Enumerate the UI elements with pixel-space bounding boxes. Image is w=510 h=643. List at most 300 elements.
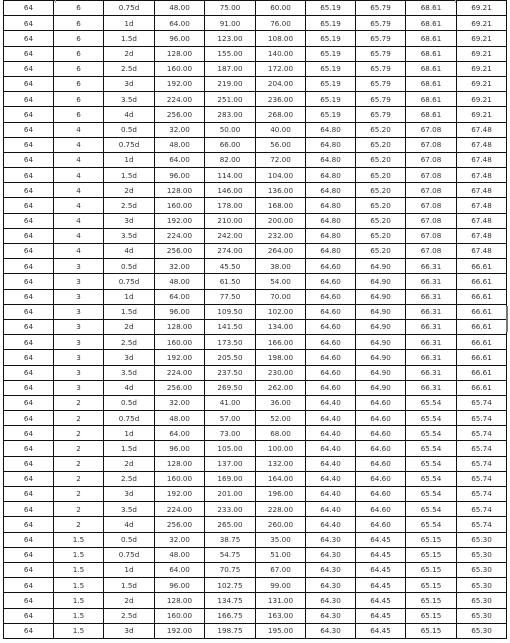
- table-cell: 64: [4, 152, 54, 167]
- table-cell: 64: [4, 456, 54, 471]
- table-cell: 66.31: [406, 259, 457, 274]
- table-cell: 64.00: [155, 426, 205, 441]
- table-cell: 68.61: [406, 92, 457, 107]
- table-cell: 1.5: [54, 547, 104, 562]
- table-cell: 65.19: [306, 61, 356, 76]
- table-cell: 219.00: [205, 76, 256, 91]
- table-cell: 65.30: [457, 532, 507, 547]
- table-cell: 210.00: [205, 213, 256, 228]
- table-cell: 100.00: [256, 441, 306, 456]
- table-cell: 52.00: [256, 411, 306, 426]
- table-cell: 6: [54, 46, 104, 61]
- table-cell: 2d: [104, 183, 155, 198]
- table-cell: 2.5d: [104, 608, 155, 623]
- table-cell: 65.74: [457, 471, 507, 486]
- table-cell: 64: [4, 213, 54, 228]
- table-cell: 68.61: [406, 76, 457, 91]
- table-cell: 67.08: [406, 183, 457, 198]
- table-cell: 1.5d: [104, 304, 155, 319]
- table-cell: 65.79: [356, 61, 406, 76]
- table-cell: 105.00: [205, 441, 256, 456]
- table-cell: 68.61: [406, 107, 457, 122]
- table-cell: 65.30: [457, 608, 507, 623]
- table-cell: 61.50: [205, 274, 256, 289]
- table-cell: 64.80: [306, 168, 356, 183]
- table-cell: 0.5d: [104, 532, 155, 547]
- table-cell: 65.15: [406, 578, 457, 593]
- table-cell: 38.75: [205, 532, 256, 547]
- table-row: [4, 350, 507, 365]
- table-cell: 256.00: [155, 107, 205, 122]
- table-cell: 198.00: [256, 350, 306, 365]
- table-cell: 256.00: [155, 244, 205, 259]
- table-cell: 64.90: [356, 350, 406, 365]
- table-cell: 64.30: [306, 608, 356, 623]
- table-cell: 96.00: [155, 31, 205, 46]
- table-cell: 35.00: [256, 532, 306, 547]
- table-cell: 132.00: [256, 456, 306, 471]
- table-cell: 192.00: [155, 487, 205, 502]
- table-cell: 64: [4, 76, 54, 91]
- table-cell: 70.75: [205, 562, 256, 577]
- table-cell: 91.00: [205, 16, 256, 31]
- table-cell: 66.31: [406, 335, 457, 350]
- table-cell: 0.5d: [104, 395, 155, 410]
- table-cell: 131.00: [256, 593, 306, 608]
- table-cell: 65.54: [406, 441, 457, 456]
- table-cell: 65.79: [356, 76, 406, 91]
- table-cell: 57.00: [205, 411, 256, 426]
- table-cell: 224.00: [155, 502, 205, 517]
- table-cell: 65.30: [457, 623, 507, 638]
- table-cell: 65.15: [406, 623, 457, 638]
- table-cell: 64: [4, 16, 54, 31]
- table-cell: 64.90: [356, 259, 406, 274]
- table-cell: 68.61: [406, 61, 457, 76]
- table-cell: 64: [4, 46, 54, 61]
- column-tick: [55, 0, 56, 3]
- table-cell: 0.75d: [104, 137, 155, 152]
- table-cell: 40.00: [256, 122, 306, 137]
- table-cell: 3d: [104, 213, 155, 228]
- table-cell: 64.90: [356, 289, 406, 304]
- table-row: [4, 517, 507, 532]
- table-cell: 3: [54, 304, 104, 319]
- table-cell: 6: [54, 31, 104, 46]
- table-cell: 102.75: [205, 578, 256, 593]
- table-row: [4, 487, 507, 502]
- table-cell: 65.54: [406, 456, 457, 471]
- table-cell: 65.54: [406, 395, 457, 410]
- table-cell: 64: [4, 274, 54, 289]
- table-cell: 0.5d: [104, 259, 155, 274]
- table-cell: 65.19: [306, 31, 356, 46]
- table-cell: 3: [54, 289, 104, 304]
- table-cell: 224.00: [155, 228, 205, 243]
- table-cell: 102.00: [256, 304, 306, 319]
- table-cell: 36.00: [256, 395, 306, 410]
- table-cell: 64.80: [306, 122, 356, 137]
- table-cell: 60.00: [256, 1, 306, 16]
- table-cell: 67.48: [457, 168, 507, 183]
- table-cell: 0.75d: [104, 547, 155, 562]
- table-cell: 67.08: [406, 228, 457, 243]
- table-cell: 64.30: [306, 578, 356, 593]
- table-cell: 64.80: [306, 244, 356, 259]
- table-cell: 64.45: [356, 562, 406, 577]
- table-cell: 67.48: [457, 137, 507, 152]
- table-cell: 6: [54, 107, 104, 122]
- table-cell: 1.5: [54, 562, 104, 577]
- table-cell: 128.00: [155, 319, 205, 334]
- table-cell: 64: [4, 122, 54, 137]
- table-cell: 264.00: [256, 244, 306, 259]
- table-cell: 65.54: [406, 502, 457, 517]
- table-cell: 4d: [104, 517, 155, 532]
- table-cell: 0.75d: [104, 274, 155, 289]
- table-cell: 65.54: [406, 426, 457, 441]
- table-cell: 141.50: [205, 319, 256, 334]
- table-cell: 64.80: [306, 198, 356, 213]
- table-cell: 48.00: [155, 1, 205, 16]
- table-cell: 66.61: [457, 319, 507, 334]
- table-cell: 64: [4, 319, 54, 334]
- table-cell: 64.60: [306, 274, 356, 289]
- table-cell: 1.5: [54, 578, 104, 593]
- table-cell: 3d: [104, 623, 155, 638]
- table-row: [4, 593, 507, 608]
- table-cell: 65.74: [457, 502, 507, 517]
- table-cell: 196.00: [256, 487, 306, 502]
- table-cell: 172.00: [256, 61, 306, 76]
- table-cell: 146.00: [205, 183, 256, 198]
- table-cell: 0.5d: [104, 122, 155, 137]
- table-cell: 224.00: [155, 92, 205, 107]
- table-cell: 3: [54, 365, 104, 380]
- table-cell: 69.21: [457, 1, 507, 16]
- table-cell: 65.79: [356, 46, 406, 61]
- table-cell: 1.5: [54, 593, 104, 608]
- table-cell: 69.21: [457, 16, 507, 31]
- table-cell: 1.5: [54, 608, 104, 623]
- table-cell: 65.74: [457, 426, 507, 441]
- table-cell: 64.60: [356, 441, 406, 456]
- table-cell: 67.48: [457, 213, 507, 228]
- table-cell: 64: [4, 441, 54, 456]
- table-cell: 67.08: [406, 137, 457, 152]
- scroll-marker[interactable]: [506, 306, 508, 332]
- table-cell: 64.80: [306, 183, 356, 198]
- table-cell: 155.00: [205, 46, 256, 61]
- table-cell: 4d: [104, 380, 155, 395]
- table-cell: 69.21: [457, 92, 507, 107]
- table-cell: 75.00: [205, 1, 256, 16]
- table-row: [4, 456, 507, 471]
- table-row: [4, 562, 507, 577]
- table-cell: 228.00: [256, 502, 306, 517]
- table-cell: 64.40: [306, 517, 356, 532]
- table-cell: 65.74: [457, 487, 507, 502]
- table-cell: 164.00: [256, 471, 306, 486]
- table-cell: 4: [54, 168, 104, 183]
- table-cell: 66.61: [457, 350, 507, 365]
- table-cell: 41.00: [205, 395, 256, 410]
- table-cell: 64.40: [306, 395, 356, 410]
- table-cell: 64: [4, 532, 54, 547]
- table-cell: 2d: [104, 456, 155, 471]
- table-row: [4, 198, 507, 213]
- table-cell: 99.00: [256, 578, 306, 593]
- table-cell: 192.00: [155, 623, 205, 638]
- table-cell: 32.00: [155, 532, 205, 547]
- table-cell: 4: [54, 213, 104, 228]
- table-cell: 123.00: [205, 31, 256, 46]
- table-cell: 68.61: [406, 31, 457, 46]
- table-cell: 274.00: [205, 244, 256, 259]
- table-cell: 64: [4, 244, 54, 259]
- table-cell: 2d: [104, 319, 155, 334]
- table-cell: 64.45: [356, 608, 406, 623]
- table-cell: 4d: [104, 244, 155, 259]
- table-cell: 265.00: [205, 517, 256, 532]
- table-cell: 96.00: [155, 578, 205, 593]
- table-cell: 232.00: [256, 228, 306, 243]
- table-cell: 65.54: [406, 411, 457, 426]
- table-cell: 3: [54, 335, 104, 350]
- table-cell: 6: [54, 16, 104, 31]
- table-cell: 2: [54, 411, 104, 426]
- table-cell: 65.15: [406, 608, 457, 623]
- table-cell: 283.00: [205, 107, 256, 122]
- table-cell: 1d: [104, 562, 155, 577]
- table-cell: 64.45: [356, 578, 406, 593]
- table-cell: 65.79: [356, 92, 406, 107]
- table-cell: 64.60: [356, 456, 406, 471]
- table-cell: 64.90: [356, 380, 406, 395]
- table-cell: 64.60: [356, 426, 406, 441]
- table-cell: 64.45: [356, 547, 406, 562]
- table-cell: 65.30: [457, 562, 507, 577]
- table-row: [4, 61, 507, 76]
- table-cell: 2d: [104, 593, 155, 608]
- table-cell: 65.74: [457, 395, 507, 410]
- table-cell: 64: [4, 562, 54, 577]
- table-cell: 65.30: [457, 547, 507, 562]
- table-cell: 224.00: [155, 365, 205, 380]
- table-cell: 3: [54, 259, 104, 274]
- table-cell: 69.21: [457, 76, 507, 91]
- table-cell: 64.80: [306, 152, 356, 167]
- table-cell: 64.60: [306, 289, 356, 304]
- table-cell: 66.00: [205, 137, 256, 152]
- table-cell: 187.00: [205, 61, 256, 76]
- table-cell: 198.75: [205, 623, 256, 638]
- table-cell: 168.00: [256, 198, 306, 213]
- table-cell: 65.79: [356, 107, 406, 122]
- table-cell: 64: [4, 350, 54, 365]
- table-cell: 38.00: [256, 259, 306, 274]
- table-row: [4, 547, 507, 562]
- table-cell: 2: [54, 487, 104, 502]
- table-cell: 136.00: [256, 183, 306, 198]
- table-row: [4, 395, 507, 410]
- table-cell: 96.00: [155, 441, 205, 456]
- table-cell: 3.5d: [104, 228, 155, 243]
- table-cell: 64.00: [155, 289, 205, 304]
- table-cell: 64: [4, 92, 54, 107]
- table-row: [4, 122, 507, 137]
- table-cell: 4: [54, 183, 104, 198]
- table-cell: 6: [54, 92, 104, 107]
- table-cell: 67.48: [457, 244, 507, 259]
- table-cell: 173.50: [205, 335, 256, 350]
- table-cell: 262.00: [256, 380, 306, 395]
- table-cell: 65.74: [457, 456, 507, 471]
- table-cell: 192.00: [155, 213, 205, 228]
- table-cell: 2: [54, 395, 104, 410]
- table-cell: 48.00: [155, 411, 205, 426]
- table-row: [4, 183, 507, 198]
- table-cell: 54.00: [256, 274, 306, 289]
- table-cell: 69.21: [457, 46, 507, 61]
- table-row: [4, 335, 507, 350]
- table-cell: 64: [4, 365, 54, 380]
- table-cell: 65.15: [406, 532, 457, 547]
- table-cell: 3: [54, 350, 104, 365]
- table-cell: 200.00: [256, 213, 306, 228]
- table-cell: 204.00: [256, 76, 306, 91]
- table-cell: 6: [54, 76, 104, 91]
- table-cell: 64.60: [306, 335, 356, 350]
- table-cell: 65.54: [406, 471, 457, 486]
- table-cell: 64.60: [306, 259, 356, 274]
- table-cell: 64: [4, 183, 54, 198]
- table-cell: 1.5d: [104, 168, 155, 183]
- table-cell: 65.15: [406, 593, 457, 608]
- table-cell: 1d: [104, 426, 155, 441]
- table-cell: 67.48: [457, 198, 507, 213]
- table-cell: 64.30: [306, 562, 356, 577]
- table-cell: 108.00: [256, 31, 306, 46]
- table-cell: 68.00: [256, 426, 306, 441]
- table-cell: 67.48: [457, 183, 507, 198]
- table-row: [4, 274, 507, 289]
- table-cell: 4d: [104, 107, 155, 122]
- table-cell: 0.75d: [104, 411, 155, 426]
- table-cell: 67.48: [457, 152, 507, 167]
- table-cell: 65.15: [406, 547, 457, 562]
- table-cell: 48.00: [155, 547, 205, 562]
- table-cell: 64.60: [306, 380, 356, 395]
- table-row: [4, 502, 507, 517]
- table-cell: 104.00: [256, 168, 306, 183]
- table-cell: 67.08: [406, 122, 457, 137]
- table-cell: 160.00: [155, 61, 205, 76]
- table-cell: 237.50: [205, 365, 256, 380]
- table-cell: 66.61: [457, 274, 507, 289]
- table-cell: 3.5d: [104, 502, 155, 517]
- table-cell: 77.50: [205, 289, 256, 304]
- table-cell: 251.00: [205, 92, 256, 107]
- table-cell: 64: [4, 1, 54, 16]
- table-cell: 128.00: [155, 593, 205, 608]
- table-cell: 65.54: [406, 487, 457, 502]
- table-cell: 2.5d: [104, 335, 155, 350]
- table-cell: 64.30: [306, 532, 356, 547]
- table-row: [4, 623, 507, 638]
- table-row: [4, 244, 507, 259]
- table-row: [4, 532, 507, 547]
- table-cell: 2: [54, 426, 104, 441]
- table-cell: 64: [4, 380, 54, 395]
- table-row: [4, 46, 507, 61]
- table-cell: 64: [4, 304, 54, 319]
- table-cell: 3: [54, 319, 104, 334]
- table-cell: 65.79: [356, 16, 406, 31]
- table-cell: 163.00: [256, 608, 306, 623]
- table-cell: 134.00: [256, 319, 306, 334]
- table-cell: 65.20: [356, 137, 406, 152]
- table-cell: 192.00: [155, 350, 205, 365]
- table-row: [4, 319, 507, 334]
- table-cell: 160.00: [155, 471, 205, 486]
- table-cell: 64: [4, 426, 54, 441]
- table-row: [4, 304, 507, 319]
- table-cell: 64.40: [306, 471, 356, 486]
- table-row: [4, 213, 507, 228]
- table-cell: 68.61: [406, 46, 457, 61]
- table-cell: 65.54: [406, 517, 457, 532]
- table-cell: 1d: [104, 289, 155, 304]
- table-cell: 64: [4, 259, 54, 274]
- table-cell: 201.00: [205, 487, 256, 502]
- table-row: [4, 137, 507, 152]
- table-cell: 242.00: [205, 228, 256, 243]
- table-row: [4, 168, 507, 183]
- table-cell: 128.00: [155, 46, 205, 61]
- table-cell: 64.00: [155, 562, 205, 577]
- table-cell: 169.00: [205, 471, 256, 486]
- table-cell: 64.45: [356, 532, 406, 547]
- table-cell: 96.00: [155, 168, 205, 183]
- table-cell: 4: [54, 152, 104, 167]
- table-cell: 64.60: [306, 365, 356, 380]
- table-cell: 64: [4, 517, 54, 532]
- table-row: [4, 259, 507, 274]
- table-cell: 50.00: [205, 122, 256, 137]
- table-cell: 64.60: [306, 304, 356, 319]
- table-cell: 268.00: [256, 107, 306, 122]
- table-cell: 65.74: [457, 441, 507, 456]
- table-cell: 69.21: [457, 107, 507, 122]
- table-cell: 67.08: [406, 244, 457, 259]
- table-cell: 3.5d: [104, 365, 155, 380]
- table-cell: 6: [54, 1, 104, 16]
- table-cell: 65.20: [356, 244, 406, 259]
- table-cell: 70.00: [256, 289, 306, 304]
- table-cell: 160.00: [155, 608, 205, 623]
- table-cell: 64: [4, 608, 54, 623]
- table-cell: 256.00: [155, 380, 205, 395]
- table-cell: 64.60: [356, 411, 406, 426]
- table-cell: 64.60: [306, 319, 356, 334]
- table-cell: 65.79: [356, 1, 406, 16]
- table-cell: 64.90: [356, 319, 406, 334]
- table-row: [4, 608, 507, 623]
- table-row: [4, 380, 507, 395]
- table-cell: 66.61: [457, 304, 507, 319]
- table-cell: 128.00: [155, 183, 205, 198]
